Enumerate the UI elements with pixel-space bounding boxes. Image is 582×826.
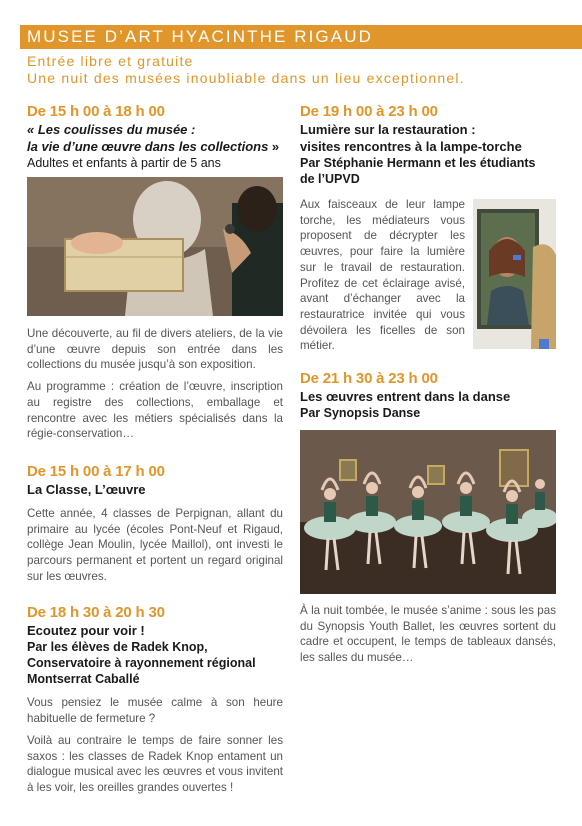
event-ecoutez [27,603,283,795]
event-title-line-a: « Les coulisses du musée : [27,122,196,137]
event-title [27,121,283,155]
event-time: De 21 h 30 à 23 h 00 [300,370,438,388]
event-coulisses [27,102,283,442]
event-la-classe [27,462,283,585]
event-description-1: Aux faisceaux de leur lampe torche, les médiateurs vous proposent de décrypter les œuvres, pour faire la lumière sur le travail de restauration. Profitez de cet éclairage avisé, avant d’échanger avec la restauratrice invitée qui vous dévoilera les ficelles de son métier. [300,198,465,353]
event-title-line-b: visites rencontres à la lampe-torche [300,139,522,154]
subtitle-night: Une nuit des musées inoubliable dans un lieu exceptionnel. [27,70,465,86]
event-description-2: Voilà au contraire le temps de faire sonner les saxos : les classes de Radek Knop entament un dialogue musical avec les œuvres et vous invitent à les voir, les oreilles grandes ouvertes ! [27,733,283,794]
event-title-close-quote: » [268,139,280,154]
event-audience: Adultes et enfants à partir de 5 ans [27,156,221,170]
photo-restoration [473,199,556,349]
photo-ballet [300,430,556,594]
event-by-line-1: Par Stéphanie Hermann et les étudiants [300,156,536,170]
event-description-1: À la nuit tombée, le musée s’anime : sous les pas du Synopsis Youth Ballet, les œuvres sortent du cadre et occupent, le temps de tableaux dansés, les salles du musée… [300,604,556,665]
event-title: Ecoutez pour voir ! [27,623,145,639]
photo-workshop [27,177,283,316]
event-time: De 15 h 00 à 18 h 00 [27,103,165,120]
event-by-line-2: de l’UPVD [300,172,360,186]
event-time: De 19 h 00 à 23 h 00 [300,103,438,120]
event-description-2: Au programme : création de l’œuvre, inscription au registre des collections, emballage et rencontre avec les métiers spécialisés dans la régie-conservation… [27,380,283,441]
event-description-1: Cette année, 4 classes de Perpignan, allant du primaire au lycée (écoles Pont-Neuf et Rigaud, collège Jean Moulin, lycée Maillol), ont investi le parcours permanent et portent un regard original sur les œuvres. [27,506,283,583]
event-restauration [300,102,556,354]
right-column [300,102,556,666]
event-title-line-b: la vie d’une œuvre dans les collections [27,139,269,154]
left-column [27,102,283,796]
event-by-line-1: Par Synopsis Danse [300,406,421,421]
event-title-line-a: Lumière sur la restauration : [300,122,476,137]
event-description-1: Une découverte, au fil de divers ateliers, de la vie d’une œuvre depuis son entrée dans les collections du musée jusqu’à son exposition. [27,327,283,372]
event-time: De 15 h 00 à 17 h 00 [27,462,165,480]
event-by-line-3: Montserrat Caballé [27,672,140,687]
event-title: Les œuvres entrent dans la danse [300,389,511,405]
event-time: De 18 h 30 à 20 h 30 [27,604,165,622]
subtitle-entry: Entrée libre et gratuite [27,53,194,69]
event-by-line-1: Par les élèves de Radek Knop, [27,640,208,655]
event-title: La Classe, L’œuvre [27,481,146,497]
museum-title-banner: MUSEE D’ART HYACINTHE RIGAUD [20,25,582,49]
event-danse [300,369,556,666]
event-description-1: Vous pensiez le musée calme à son heure habituelle de fermeture ? [27,696,283,726]
event-by-line-2: Conservatoire à rayonnement régional [27,656,256,671]
